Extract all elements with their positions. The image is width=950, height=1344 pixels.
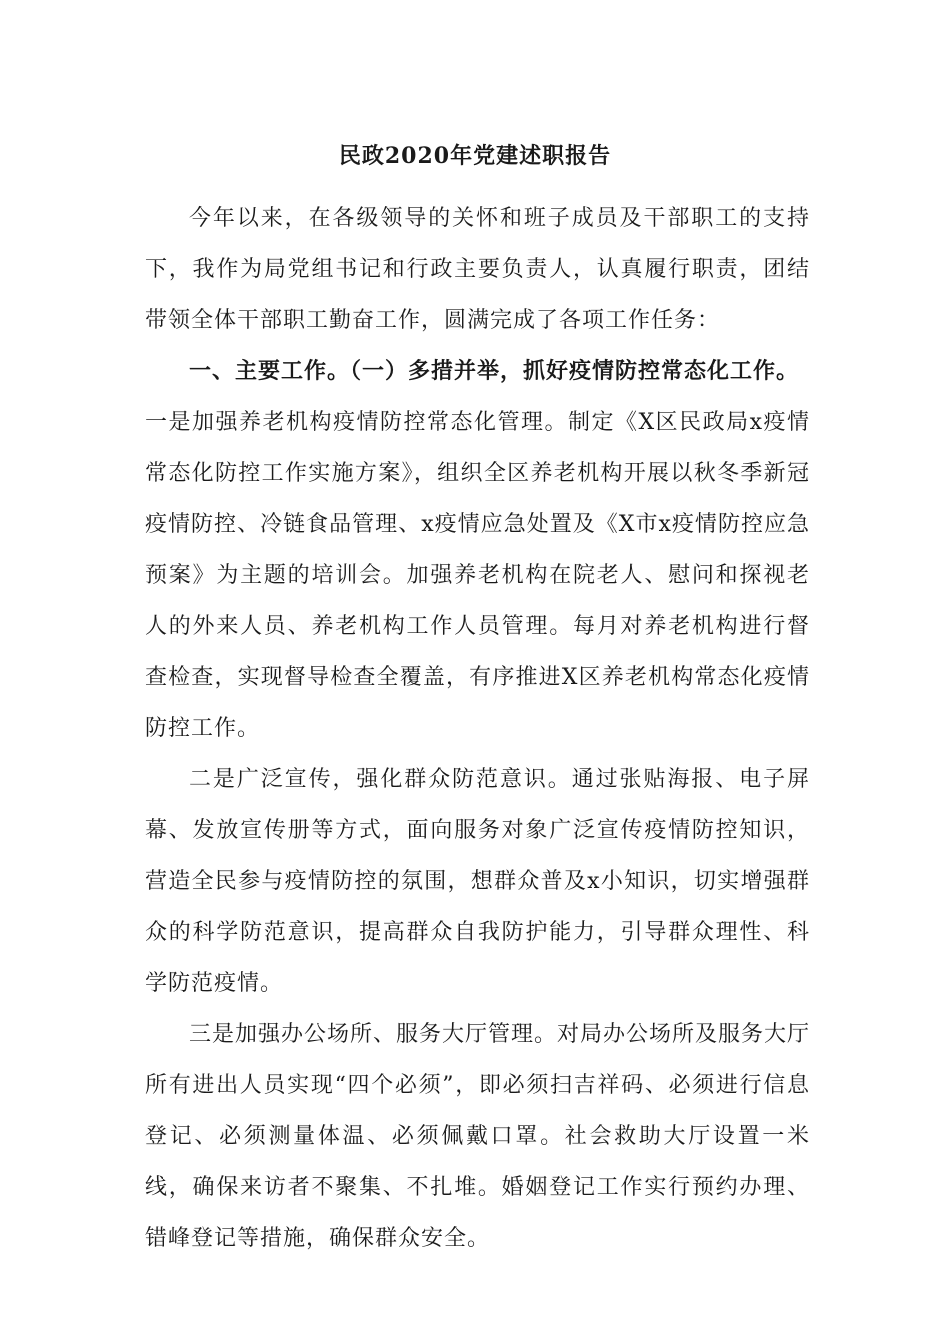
document-body xyxy=(145,193,810,1264)
paragraph-3: 三是加强办公场所、服务大厅管理。对局办公场所及服务大厅所有进出人员实现“四个必须”，即必须扫吉祥码、必须进行信息登记、必须测量体温、必须佩戴口罩。社会救助大厅设置一米线，确保来访者不聚集、不扎堆。婚姻登记工作实行预约办理、错峰登记等措施，确保群众安全。 xyxy=(145,1022,811,1251)
intro-paragraph: 今年以来，在各级领导的关怀和班子成员及干部职工的支持下，我作为局党组书记和行政主要负责人，认真履行职责，团结带领全体干部职工勤奋工作，圆满完成了各项工作任务： xyxy=(145,206,810,333)
paragraph-1: 一是加强养老机构疫情防控常态化管理。制定《X区民政局x疫情常态化防控工作实施方案》，组织全区养老机构开展以秋冬季新冠疫情防控、冷链食品管理、x疫情应急处置及《X市x疫情防控应急预案》为主题的培训会。加强养老机构在院老人、慰问和探视老人的外来人员、养老机构工作人员管理。每月对养老机构进行督查检查，实现督导检查全覆盖，有序推进X区养老机构常态化疫情防控工作。 xyxy=(145,410,810,741)
document-title: 民政2020年党建述职报告 xyxy=(338,143,612,169)
section-heading xyxy=(145,346,810,397)
paragraph-2: 二是广泛宣传，强化群众防范意识。通过张贴海报、电子屏幕、发放宣传册等方式，面向服务对象广泛宣传疫情防控知识，营造全民参与疫情防控的氛围，想群众普及x小知识，切实增强群众的科学防范意识，提高群众自我防护能力，引导群众理性、科学防范疫情。 xyxy=(145,767,810,996)
section1-heading-text: 一、主要工作。（一）多措并举，抓好疫情防控常态化工作。 xyxy=(189,358,800,384)
